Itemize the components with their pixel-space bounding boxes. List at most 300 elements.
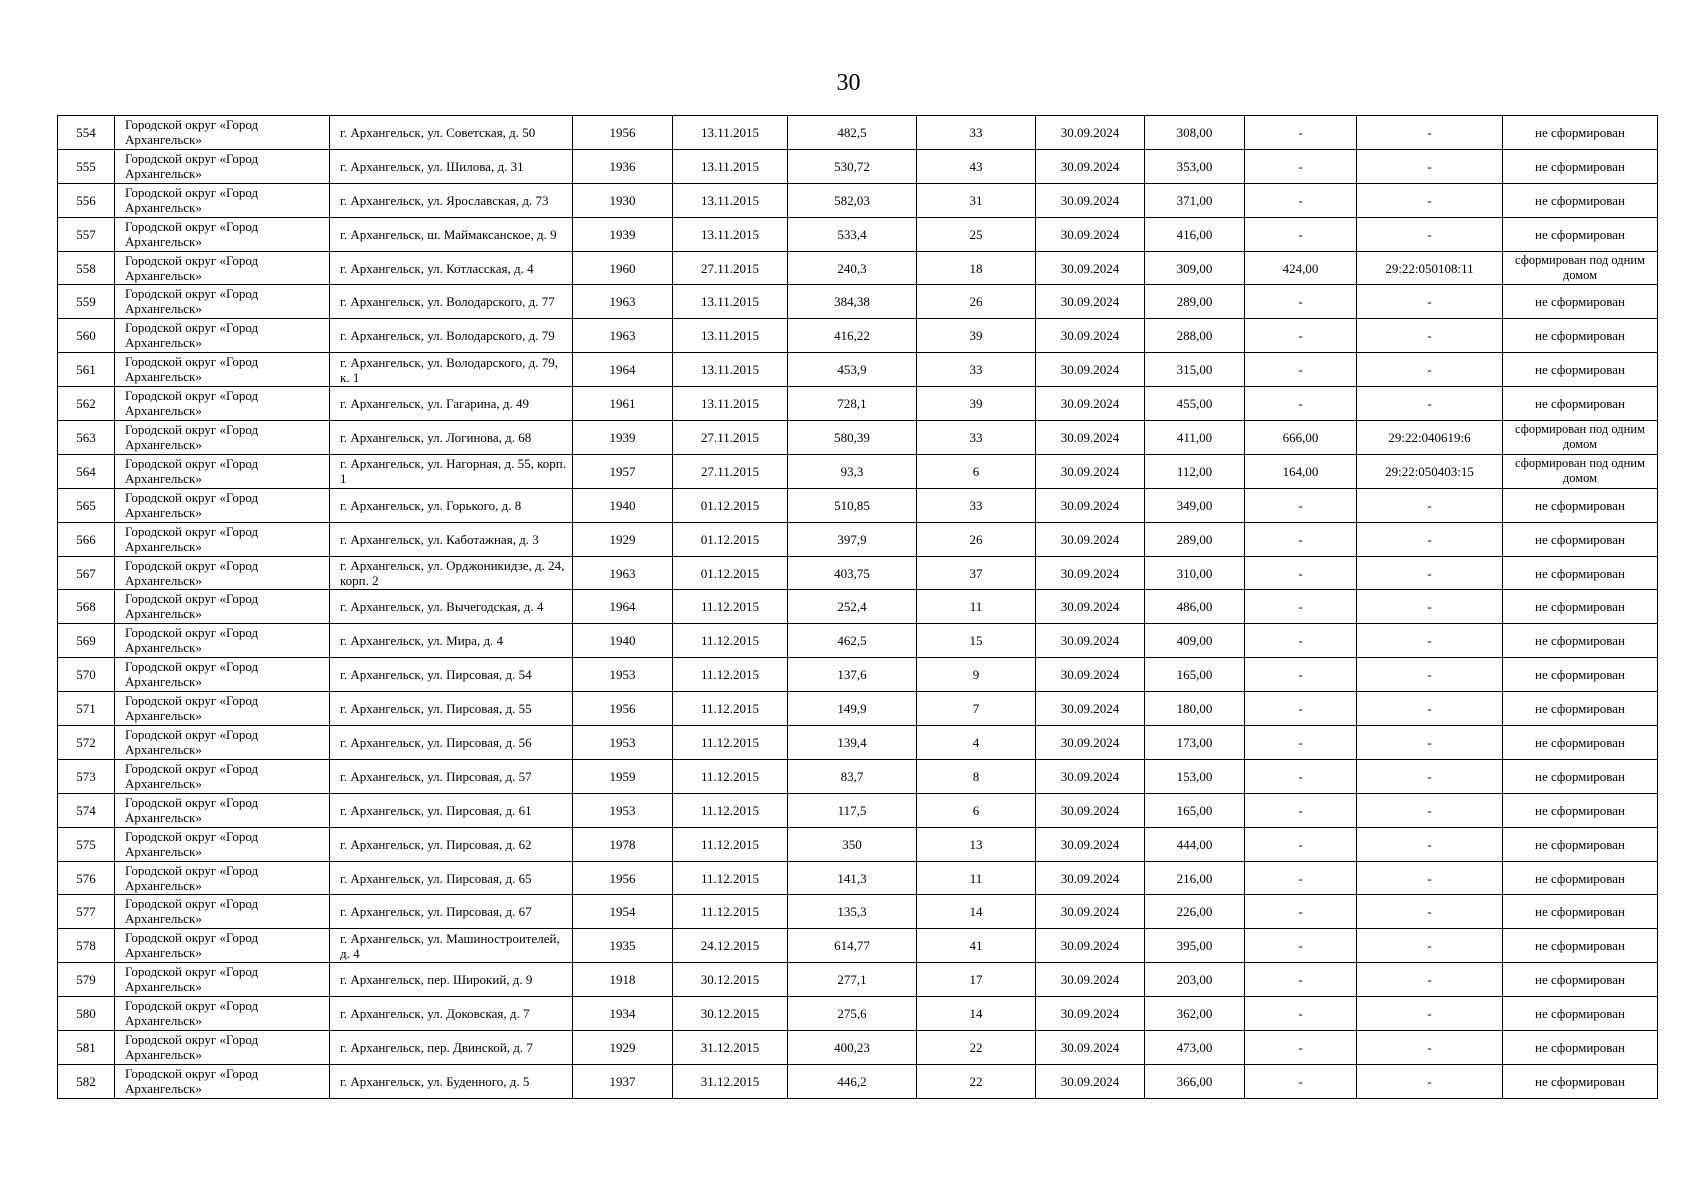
plot-status-cell: не сформирован bbox=[1503, 827, 1658, 861]
address-cell: г. Архангельск, ул. Пирсовая, д. 57 bbox=[330, 759, 573, 793]
land-area-cell: 486,00 bbox=[1145, 590, 1245, 624]
land-area-cell: 416,00 bbox=[1145, 217, 1245, 251]
land-area-cell: 289,00 bbox=[1145, 522, 1245, 556]
build-year-cell: 1963 bbox=[573, 319, 673, 353]
address-cell: г. Архангельск, ул. Котласская, д. 4 bbox=[330, 251, 573, 285]
plot-area-cell: - bbox=[1245, 1064, 1357, 1098]
land-area-cell: 308,00 bbox=[1145, 116, 1245, 150]
cadastral-number-cell: - bbox=[1357, 726, 1503, 760]
address-cell: г. Архангельск, ул. Володарского, д. 77 bbox=[330, 285, 573, 319]
plot-area-cell: - bbox=[1245, 217, 1357, 251]
deadline-date-cell: 30.09.2024 bbox=[1036, 183, 1145, 217]
residents-count-cell: 4 bbox=[917, 726, 1036, 760]
deadline-date-cell: 30.09.2024 bbox=[1036, 997, 1145, 1031]
cadastral-number-cell: - bbox=[1357, 590, 1503, 624]
plot-area-cell: 666,00 bbox=[1245, 421, 1357, 455]
deadline-date-cell: 30.09.2024 bbox=[1036, 658, 1145, 692]
municipality-cell: Городской округ «Город Архангельск» bbox=[115, 624, 330, 658]
decision-date-cell: 31.12.2015 bbox=[673, 1031, 788, 1065]
land-area-cell: 371,00 bbox=[1145, 183, 1245, 217]
decision-date-cell: 27.11.2015 bbox=[673, 454, 788, 488]
row-number-cell: 559 bbox=[58, 285, 115, 319]
residents-count-cell: 14 bbox=[917, 895, 1036, 929]
decision-date-cell: 13.11.2015 bbox=[673, 217, 788, 251]
residents-count-cell: 9 bbox=[917, 658, 1036, 692]
municipality-cell: Городской округ «Город Архангельск» bbox=[115, 726, 330, 760]
build-year-cell: 1959 bbox=[573, 759, 673, 793]
build-year-cell: 1961 bbox=[573, 387, 673, 421]
deadline-date-cell: 30.09.2024 bbox=[1036, 827, 1145, 861]
build-year-cell: 1939 bbox=[573, 217, 673, 251]
area-cell: 139,4 bbox=[788, 726, 917, 760]
address-cell: г. Архангельск, пер. Широкий, д. 9 bbox=[330, 963, 573, 997]
cadastral-number-cell: - bbox=[1357, 692, 1503, 726]
plot-area-cell: - bbox=[1245, 149, 1357, 183]
residents-count-cell: 22 bbox=[917, 1031, 1036, 1065]
residents-count-cell: 14 bbox=[917, 997, 1036, 1031]
table-row bbox=[58, 861, 1658, 895]
decision-date-cell: 27.11.2015 bbox=[673, 421, 788, 455]
deadline-date-cell: 30.09.2024 bbox=[1036, 116, 1145, 150]
build-year-cell: 1939 bbox=[573, 421, 673, 455]
area-cell: 530,72 bbox=[788, 149, 917, 183]
area-cell: 384,38 bbox=[788, 285, 917, 319]
deadline-date-cell: 30.09.2024 bbox=[1036, 387, 1145, 421]
plot-status-cell: не сформирован bbox=[1503, 556, 1658, 590]
plot-status-cell: сформирован под одним домом bbox=[1503, 421, 1658, 455]
land-area-cell: 411,00 bbox=[1145, 421, 1245, 455]
residents-count-cell: 43 bbox=[917, 149, 1036, 183]
decision-date-cell: 13.11.2015 bbox=[673, 285, 788, 319]
deadline-date-cell: 30.09.2024 bbox=[1036, 488, 1145, 522]
decision-date-cell: 01.12.2015 bbox=[673, 488, 788, 522]
build-year-cell: 1963 bbox=[573, 285, 673, 319]
plot-area-cell: - bbox=[1245, 929, 1357, 963]
build-year-cell: 1956 bbox=[573, 861, 673, 895]
decision-date-cell: 13.11.2015 bbox=[673, 353, 788, 387]
address-cell: г. Архангельск, ул. Горького, д. 8 bbox=[330, 488, 573, 522]
plot-status-cell: не сформирован bbox=[1503, 590, 1658, 624]
municipality-cell: Городской округ «Город Архангельск» bbox=[115, 251, 330, 285]
area-cell: 397,9 bbox=[788, 522, 917, 556]
area-cell: 400,23 bbox=[788, 1031, 917, 1065]
municipality-cell: Городской округ «Город Архангельск» bbox=[115, 522, 330, 556]
registry-table bbox=[57, 115, 1658, 1099]
deadline-date-cell: 30.09.2024 bbox=[1036, 556, 1145, 590]
decision-date-cell: 13.11.2015 bbox=[673, 183, 788, 217]
row-number-cell: 557 bbox=[58, 217, 115, 251]
row-number-cell: 574 bbox=[58, 793, 115, 827]
table-row bbox=[58, 353, 1658, 387]
cadastral-number-cell: - bbox=[1357, 997, 1503, 1031]
plot-area-cell: - bbox=[1245, 488, 1357, 522]
table-row bbox=[58, 895, 1658, 929]
row-number-cell: 579 bbox=[58, 963, 115, 997]
municipality-cell: Городской округ «Город Архангельск» bbox=[115, 963, 330, 997]
municipality-cell: Городской округ «Город Архангельск» bbox=[115, 929, 330, 963]
row-number-cell: 572 bbox=[58, 726, 115, 760]
cadastral-number-cell: - bbox=[1357, 861, 1503, 895]
deadline-date-cell: 30.09.2024 bbox=[1036, 895, 1145, 929]
municipality-cell: Городской округ «Город Архангельск» bbox=[115, 1031, 330, 1065]
plot-status-cell: не сформирован bbox=[1503, 217, 1658, 251]
residents-count-cell: 25 bbox=[917, 217, 1036, 251]
address-cell: г. Архангельск, ул. Нагорная, д. 55, корп. 1 bbox=[330, 454, 573, 488]
deadline-date-cell: 30.09.2024 bbox=[1036, 319, 1145, 353]
deadline-date-cell: 30.09.2024 bbox=[1036, 793, 1145, 827]
row-number-cell: 569 bbox=[58, 624, 115, 658]
address-cell: г. Архангельск, ул. Пирсовая, д. 61 bbox=[330, 793, 573, 827]
decision-date-cell: 01.12.2015 bbox=[673, 522, 788, 556]
decision-date-cell: 11.12.2015 bbox=[673, 861, 788, 895]
build-year-cell: 1964 bbox=[573, 353, 673, 387]
row-number-cell: 573 bbox=[58, 759, 115, 793]
municipality-cell: Городской округ «Город Архангельск» bbox=[115, 759, 330, 793]
table-row bbox=[58, 149, 1658, 183]
row-number-cell: 581 bbox=[58, 1031, 115, 1065]
decision-date-cell: 13.11.2015 bbox=[673, 116, 788, 150]
plot-area-cell: - bbox=[1245, 692, 1357, 726]
build-year-cell: 1929 bbox=[573, 1031, 673, 1065]
deadline-date-cell: 30.09.2024 bbox=[1036, 759, 1145, 793]
municipality-cell: Городской округ «Город Архангельск» bbox=[115, 454, 330, 488]
residents-count-cell: 15 bbox=[917, 624, 1036, 658]
area-cell: 252,4 bbox=[788, 590, 917, 624]
land-area-cell: 289,00 bbox=[1145, 285, 1245, 319]
municipality-cell: Городской округ «Город Архангельск» bbox=[115, 421, 330, 455]
plot-status-cell: не сформирован bbox=[1503, 963, 1658, 997]
table-row bbox=[58, 319, 1658, 353]
decision-date-cell: 11.12.2015 bbox=[673, 692, 788, 726]
row-number-cell: 554 bbox=[58, 116, 115, 150]
cadastral-number-cell: - bbox=[1357, 895, 1503, 929]
plot-area-cell: - bbox=[1245, 793, 1357, 827]
plot-area-cell: 164,00 bbox=[1245, 454, 1357, 488]
row-number-cell: 576 bbox=[58, 861, 115, 895]
address-cell: г. Архангельск, ул. Пирсовая, д. 54 bbox=[330, 658, 573, 692]
address-cell: г. Архангельск, ул. Пирсовая, д. 65 bbox=[330, 861, 573, 895]
deadline-date-cell: 30.09.2024 bbox=[1036, 149, 1145, 183]
residents-count-cell: 22 bbox=[917, 1064, 1036, 1098]
table-row bbox=[58, 997, 1658, 1031]
decision-date-cell: 01.12.2015 bbox=[673, 556, 788, 590]
decision-date-cell: 11.12.2015 bbox=[673, 658, 788, 692]
row-number-cell: 566 bbox=[58, 522, 115, 556]
land-area-cell: 112,00 bbox=[1145, 454, 1245, 488]
residents-count-cell: 33 bbox=[917, 116, 1036, 150]
land-area-cell: 473,00 bbox=[1145, 1031, 1245, 1065]
plot-status-cell: не сформирован bbox=[1503, 1064, 1658, 1098]
cadastral-number-cell: - bbox=[1357, 319, 1503, 353]
build-year-cell: 1940 bbox=[573, 624, 673, 658]
row-number-cell: 560 bbox=[58, 319, 115, 353]
plot-status-cell: не сформирован bbox=[1503, 726, 1658, 760]
row-number-cell: 577 bbox=[58, 895, 115, 929]
cadastral-number-cell: - bbox=[1357, 285, 1503, 319]
address-cell: г. Архангельск, ул. Советская, д. 50 bbox=[330, 116, 573, 150]
municipality-cell: Городской округ «Город Архангельск» bbox=[115, 353, 330, 387]
row-number-cell: 568 bbox=[58, 590, 115, 624]
table-row bbox=[58, 759, 1658, 793]
plot-area-cell: - bbox=[1245, 116, 1357, 150]
land-area-cell: 315,00 bbox=[1145, 353, 1245, 387]
address-cell: г. Архангельск, ул. Володарского, д. 79 bbox=[330, 319, 573, 353]
municipality-cell: Городской округ «Город Архангельск» bbox=[115, 149, 330, 183]
area-cell: 141,3 bbox=[788, 861, 917, 895]
deadline-date-cell: 30.09.2024 bbox=[1036, 1064, 1145, 1098]
land-area-cell: 409,00 bbox=[1145, 624, 1245, 658]
plot-area-cell: - bbox=[1245, 1031, 1357, 1065]
address-cell: г. Архангельск, ул. Орджоникидзе, д. 24, корп. 2 bbox=[330, 556, 573, 590]
table-row bbox=[58, 217, 1658, 251]
residents-count-cell: 18 bbox=[917, 251, 1036, 285]
plot-status-cell: не сформирован bbox=[1503, 387, 1658, 421]
decision-date-cell: 27.11.2015 bbox=[673, 251, 788, 285]
plot-area-cell: - bbox=[1245, 387, 1357, 421]
deadline-date-cell: 30.09.2024 bbox=[1036, 454, 1145, 488]
deadline-date-cell: 30.09.2024 bbox=[1036, 251, 1145, 285]
residents-count-cell: 26 bbox=[917, 285, 1036, 319]
plot-area-cell: - bbox=[1245, 726, 1357, 760]
cadastral-number-cell: - bbox=[1357, 793, 1503, 827]
address-cell: г. Архангельск, ул. Каботажная, д. 3 bbox=[330, 522, 573, 556]
decision-date-cell: 11.12.2015 bbox=[673, 793, 788, 827]
area-cell: 580,39 bbox=[788, 421, 917, 455]
municipality-cell: Городской округ «Город Архангельск» bbox=[115, 590, 330, 624]
municipality-cell: Городской округ «Город Архангельск» bbox=[115, 1064, 330, 1098]
row-number-cell: 582 bbox=[58, 1064, 115, 1098]
build-year-cell: 1953 bbox=[573, 726, 673, 760]
decision-date-cell: 13.11.2015 bbox=[673, 319, 788, 353]
area-cell: 453,9 bbox=[788, 353, 917, 387]
municipality-cell: Городской округ «Город Архангельск» bbox=[115, 319, 330, 353]
build-year-cell: 1935 bbox=[573, 929, 673, 963]
plot-status-cell: сформирован под одним домом bbox=[1503, 454, 1658, 488]
table-row bbox=[58, 827, 1658, 861]
cadastral-number-cell: - bbox=[1357, 353, 1503, 387]
table-row bbox=[58, 116, 1658, 150]
address-cell: г. Архангельск, ул. Машиностроителей, д. 4 bbox=[330, 929, 573, 963]
municipality-cell: Городской округ «Город Архангельск» bbox=[115, 556, 330, 590]
row-number-cell: 564 bbox=[58, 454, 115, 488]
municipality-cell: Городской округ «Город Архангельск» bbox=[115, 692, 330, 726]
build-year-cell: 1937 bbox=[573, 1064, 673, 1098]
decision-date-cell: 24.12.2015 bbox=[673, 929, 788, 963]
cadastral-number-cell: - bbox=[1357, 658, 1503, 692]
cadastral-number-cell: - bbox=[1357, 1064, 1503, 1098]
build-year-cell: 1954 bbox=[573, 895, 673, 929]
area-cell: 240,3 bbox=[788, 251, 917, 285]
row-number-cell: 556 bbox=[58, 183, 115, 217]
plot-area-cell: 424,00 bbox=[1245, 251, 1357, 285]
land-area-cell: 309,00 bbox=[1145, 251, 1245, 285]
area-cell: 728,1 bbox=[788, 387, 917, 421]
deadline-date-cell: 30.09.2024 bbox=[1036, 285, 1145, 319]
area-cell: 582,03 bbox=[788, 183, 917, 217]
municipality-cell: Городской округ «Город Архангельск» bbox=[115, 183, 330, 217]
residents-count-cell: 8 bbox=[917, 759, 1036, 793]
deadline-date-cell: 30.09.2024 bbox=[1036, 353, 1145, 387]
address-cell: г. Архангельск, ул. Пирсовая, д. 55 bbox=[330, 692, 573, 726]
residents-count-cell: 39 bbox=[917, 319, 1036, 353]
cadastral-number-cell: 29:22:040619:6 bbox=[1357, 421, 1503, 455]
cadastral-number-cell: - bbox=[1357, 387, 1503, 421]
address-cell: г. Архангельск, ул. Володарского, д. 79, к. 1 bbox=[330, 353, 573, 387]
cadastral-number-cell: - bbox=[1357, 116, 1503, 150]
area-cell: 277,1 bbox=[788, 963, 917, 997]
land-area-cell: 395,00 bbox=[1145, 929, 1245, 963]
plot-status-cell: не сформирован bbox=[1503, 149, 1658, 183]
plot-area-cell: - bbox=[1245, 353, 1357, 387]
decision-date-cell: 11.12.2015 bbox=[673, 590, 788, 624]
cadastral-number-cell: - bbox=[1357, 217, 1503, 251]
row-number-cell: 571 bbox=[58, 692, 115, 726]
table-row bbox=[58, 590, 1658, 624]
decision-date-cell: 11.12.2015 bbox=[673, 759, 788, 793]
deadline-date-cell: 30.09.2024 bbox=[1036, 590, 1145, 624]
build-year-cell: 1964 bbox=[573, 590, 673, 624]
plot-area-cell: - bbox=[1245, 895, 1357, 929]
deadline-date-cell: 30.09.2024 bbox=[1036, 929, 1145, 963]
land-area-cell: 310,00 bbox=[1145, 556, 1245, 590]
table-row bbox=[58, 929, 1658, 963]
municipality-cell: Городской округ «Город Архангельск» bbox=[115, 387, 330, 421]
land-area-cell: 216,00 bbox=[1145, 861, 1245, 895]
deadline-date-cell: 30.09.2024 bbox=[1036, 522, 1145, 556]
area-cell: 403,75 bbox=[788, 556, 917, 590]
plot-area-cell: - bbox=[1245, 522, 1357, 556]
cadastral-number-cell: - bbox=[1357, 183, 1503, 217]
area-cell: 482,5 bbox=[788, 116, 917, 150]
land-area-cell: 226,00 bbox=[1145, 895, 1245, 929]
cadastral-number-cell: - bbox=[1357, 149, 1503, 183]
plot-status-cell: не сформирован bbox=[1503, 1031, 1658, 1065]
page-number: 30 bbox=[836, 70, 861, 96]
plot-status-cell: не сформирован bbox=[1503, 793, 1658, 827]
municipality-cell: Городской округ «Город Архангельск» bbox=[115, 997, 330, 1031]
table-row bbox=[58, 183, 1658, 217]
land-area-cell: 349,00 bbox=[1145, 488, 1245, 522]
municipality-cell: Городской округ «Город Архангельск» bbox=[115, 116, 330, 150]
land-area-cell: 165,00 bbox=[1145, 658, 1245, 692]
area-cell: 137,6 bbox=[788, 658, 917, 692]
deadline-date-cell: 30.09.2024 bbox=[1036, 692, 1145, 726]
decision-date-cell: 11.12.2015 bbox=[673, 624, 788, 658]
plot-status-cell: не сформирован bbox=[1503, 319, 1658, 353]
address-cell: г. Архангельск, ул. Пирсовая, д. 56 bbox=[330, 726, 573, 760]
address-cell: г. Архангельск, ш. Маймаксанское, д. 9 bbox=[330, 217, 573, 251]
cadastral-number-cell: 29:22:050403:15 bbox=[1357, 454, 1503, 488]
address-cell: г. Архангельск, ул. Вычегодская, д. 4 bbox=[330, 590, 573, 624]
table-row bbox=[58, 285, 1658, 319]
area-cell: 614,77 bbox=[788, 929, 917, 963]
address-cell: г. Архангельск, ул. Ярославская, д. 73 bbox=[330, 183, 573, 217]
address-cell: г. Архангельск, пер. Двинской, д. 7 bbox=[330, 1031, 573, 1065]
row-number-cell: 558 bbox=[58, 251, 115, 285]
build-year-cell: 1934 bbox=[573, 997, 673, 1031]
cadastral-number-cell: - bbox=[1357, 827, 1503, 861]
plot-status-cell: не сформирован bbox=[1503, 285, 1658, 319]
residents-count-cell: 26 bbox=[917, 522, 1036, 556]
build-year-cell: 1953 bbox=[573, 658, 673, 692]
decision-date-cell: 11.12.2015 bbox=[673, 726, 788, 760]
area-cell: 350 bbox=[788, 827, 917, 861]
plot-area-cell: - bbox=[1245, 759, 1357, 793]
area-cell: 149,9 bbox=[788, 692, 917, 726]
address-cell: г. Архангельск, ул. Гагарина, д. 49 bbox=[330, 387, 573, 421]
plot-status-cell: не сформирован bbox=[1503, 692, 1658, 726]
area-cell: 510,85 bbox=[788, 488, 917, 522]
area-cell: 275,6 bbox=[788, 997, 917, 1031]
decision-date-cell: 11.12.2015 bbox=[673, 895, 788, 929]
table-row bbox=[58, 1031, 1658, 1065]
table-row bbox=[58, 658, 1658, 692]
residents-count-cell: 41 bbox=[917, 929, 1036, 963]
plot-area-cell: - bbox=[1245, 183, 1357, 217]
row-number-cell: 567 bbox=[58, 556, 115, 590]
build-year-cell: 1936 bbox=[573, 149, 673, 183]
row-number-cell: 561 bbox=[58, 353, 115, 387]
area-cell: 135,3 bbox=[788, 895, 917, 929]
build-year-cell: 1957 bbox=[573, 454, 673, 488]
land-area-cell: 353,00 bbox=[1145, 149, 1245, 183]
residents-count-cell: 11 bbox=[917, 590, 1036, 624]
municipality-cell: Городской округ «Город Архангельск» bbox=[115, 827, 330, 861]
decision-date-cell: 31.12.2015 bbox=[673, 1064, 788, 1098]
plot-area-cell: - bbox=[1245, 319, 1357, 353]
build-year-cell: 1956 bbox=[573, 692, 673, 726]
residents-count-cell: 33 bbox=[917, 353, 1036, 387]
residents-count-cell: 33 bbox=[917, 421, 1036, 455]
cadastral-number-cell: - bbox=[1357, 624, 1503, 658]
decision-date-cell: 30.12.2015 bbox=[673, 997, 788, 1031]
cadastral-number-cell: - bbox=[1357, 963, 1503, 997]
area-cell: 446,2 bbox=[788, 1064, 917, 1098]
table-row bbox=[58, 726, 1658, 760]
plot-status-cell: не сформирован bbox=[1503, 997, 1658, 1031]
table-row bbox=[58, 488, 1658, 522]
plot-status-cell: не сформирован bbox=[1503, 522, 1658, 556]
table-row bbox=[58, 963, 1658, 997]
residents-count-cell: 37 bbox=[917, 556, 1036, 590]
plot-status-cell: не сформирован bbox=[1503, 929, 1658, 963]
deadline-date-cell: 30.09.2024 bbox=[1036, 726, 1145, 760]
area-cell: 462,5 bbox=[788, 624, 917, 658]
plot-status-cell: не сформирован bbox=[1503, 353, 1658, 387]
build-year-cell: 1930 bbox=[573, 183, 673, 217]
cadastral-number-cell: - bbox=[1357, 556, 1503, 590]
land-area-cell: 288,00 bbox=[1145, 319, 1245, 353]
decision-date-cell: 13.11.2015 bbox=[673, 149, 788, 183]
row-number-cell: 578 bbox=[58, 929, 115, 963]
deadline-date-cell: 30.09.2024 bbox=[1036, 624, 1145, 658]
build-year-cell: 1956 bbox=[573, 116, 673, 150]
deadline-date-cell: 30.09.2024 bbox=[1036, 421, 1145, 455]
cadastral-number-cell: - bbox=[1357, 759, 1503, 793]
area-cell: 117,5 bbox=[788, 793, 917, 827]
land-area-cell: 444,00 bbox=[1145, 827, 1245, 861]
decision-date-cell: 13.11.2015 bbox=[673, 387, 788, 421]
residents-count-cell: 6 bbox=[917, 454, 1036, 488]
row-number-cell: 563 bbox=[58, 421, 115, 455]
residents-count-cell: 6 bbox=[917, 793, 1036, 827]
land-area-cell: 362,00 bbox=[1145, 997, 1245, 1031]
build-year-cell: 1918 bbox=[573, 963, 673, 997]
row-number-cell: 562 bbox=[58, 387, 115, 421]
plot-area-cell: - bbox=[1245, 624, 1357, 658]
cadastral-number-cell: 29:22:050108:11 bbox=[1357, 251, 1503, 285]
area-cell: 416,22 bbox=[788, 319, 917, 353]
